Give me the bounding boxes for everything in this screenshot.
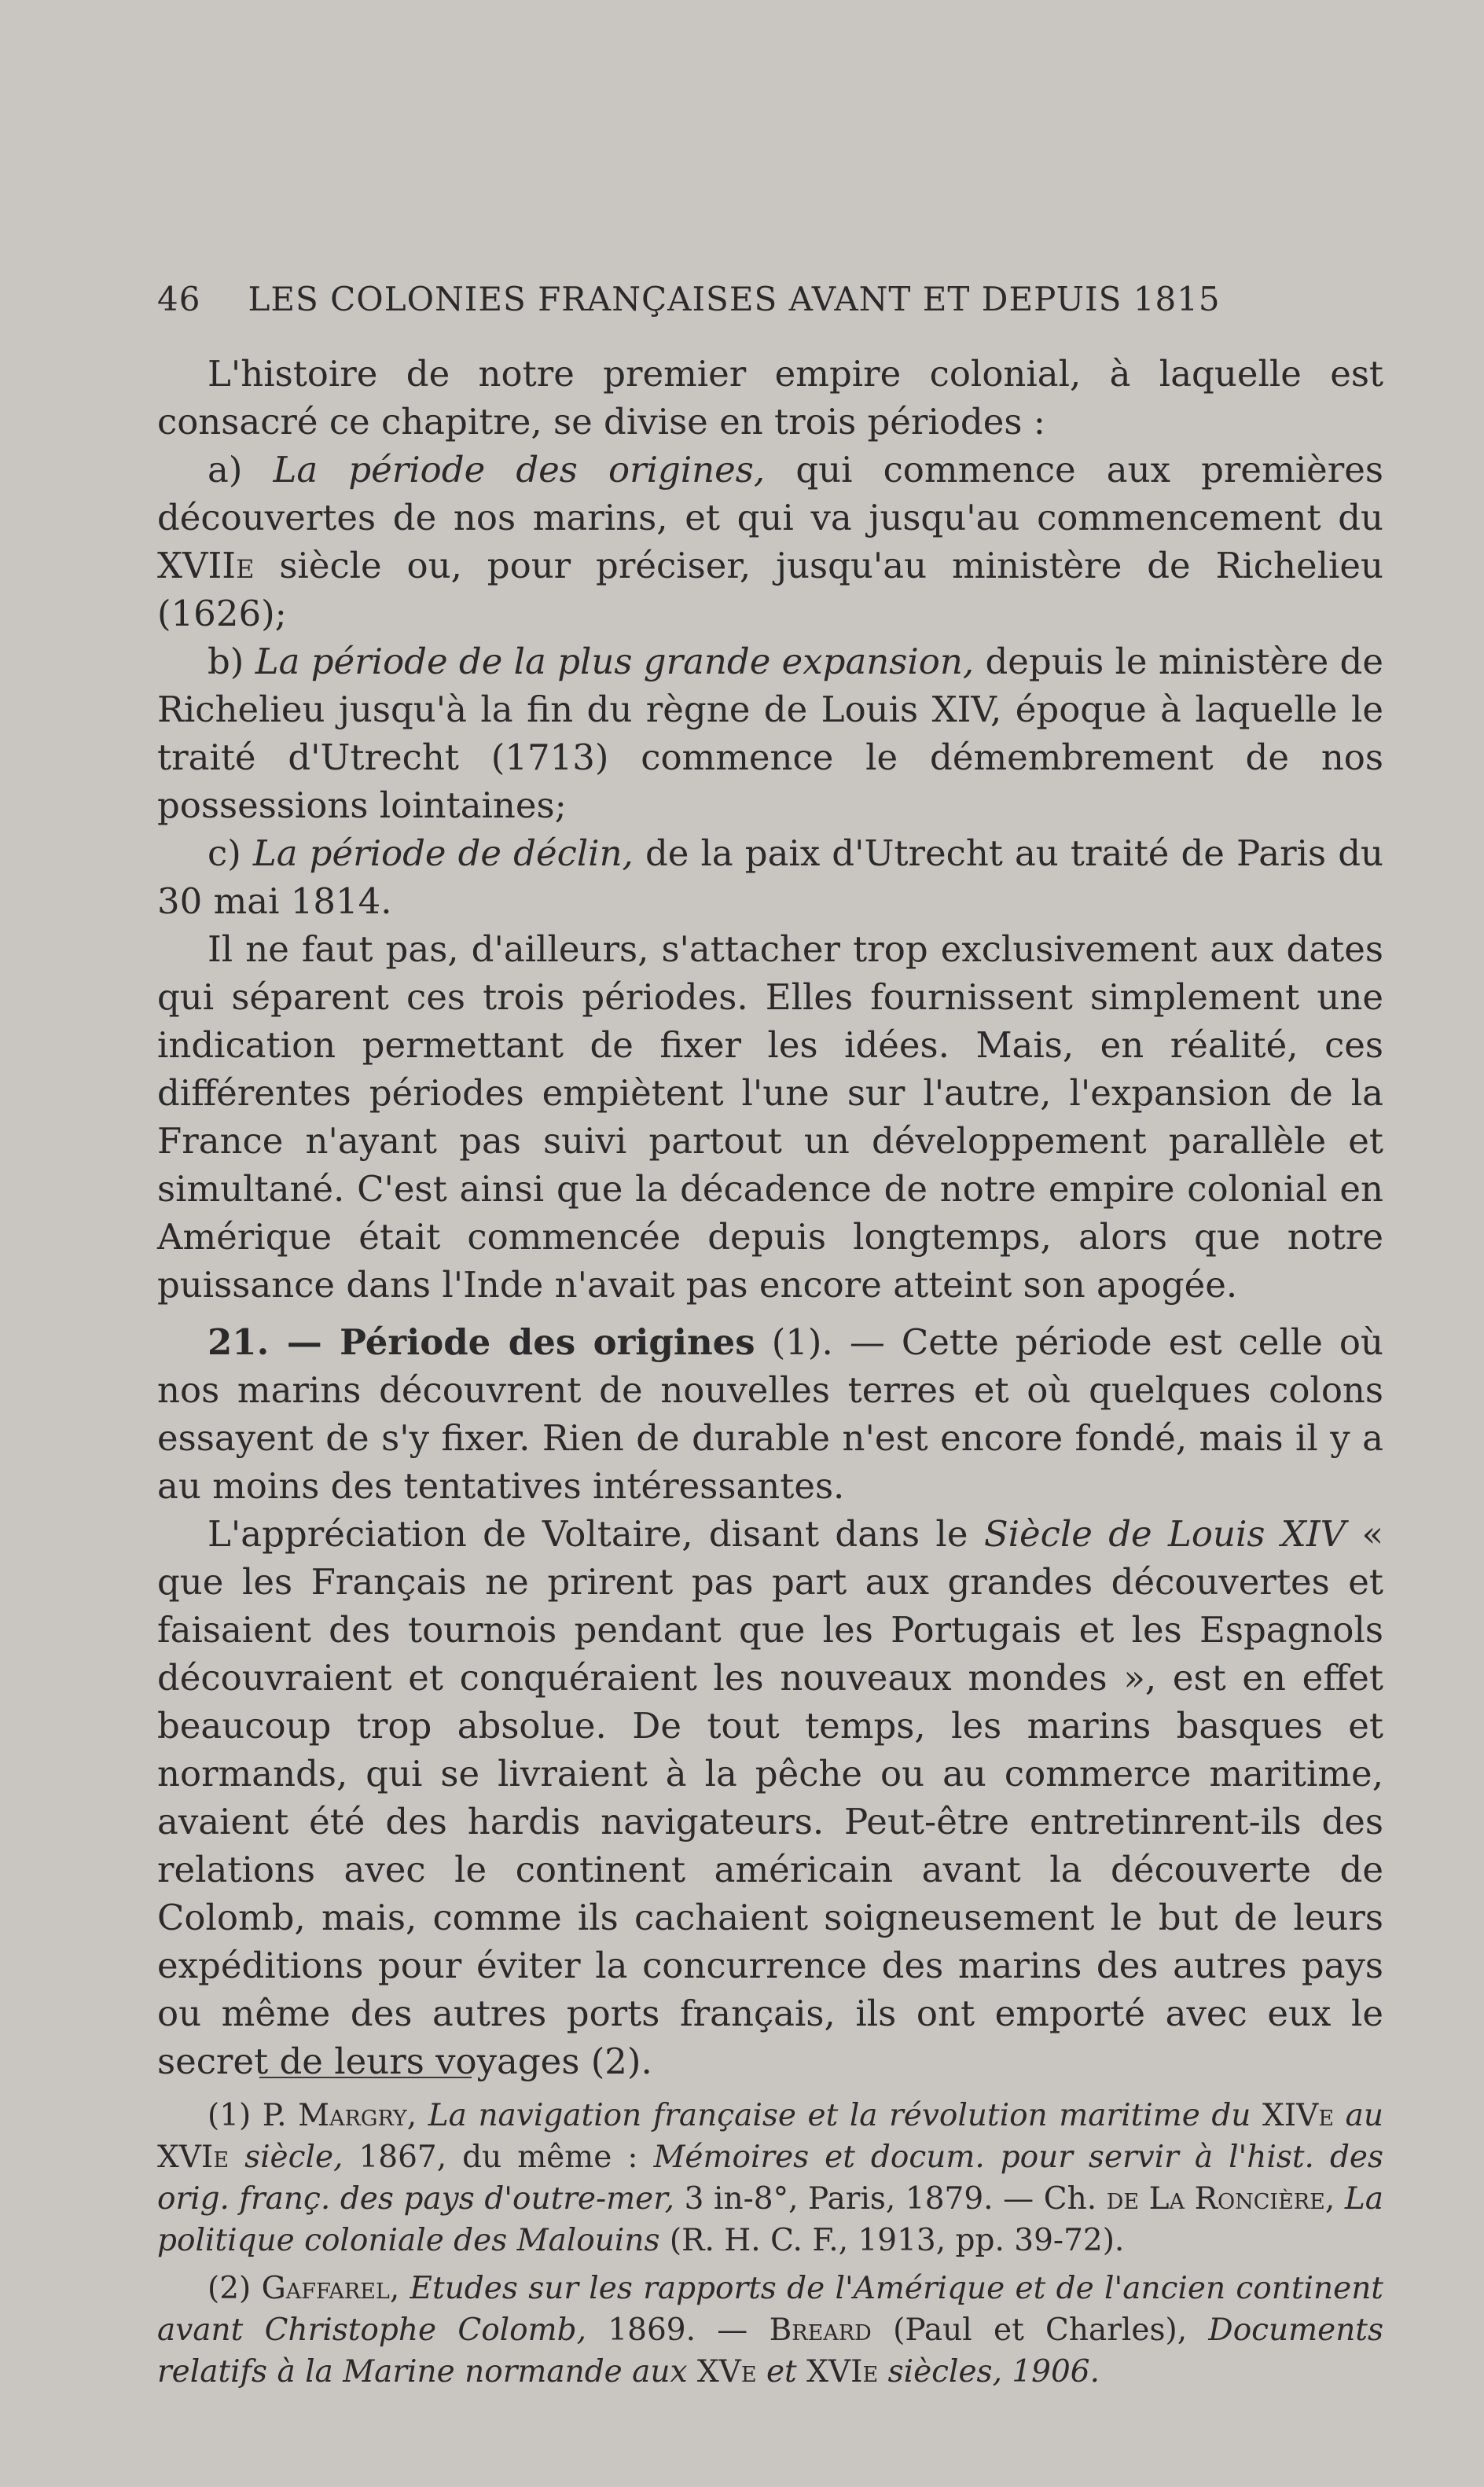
page-number: 46 xyxy=(157,279,201,318)
main-text xyxy=(157,350,1383,2085)
section-heading: 21. — Période des origines xyxy=(208,1321,755,1363)
paragraph-period-a: a) La période des origines, qui commence aux premières découvertes de nos marins, et qui va jusqu'au commencement du XVIIe siècle ou, pour préciser, jusqu'au ministère de Richelieu (1626); xyxy=(157,449,1383,634)
footnote-1: (1) P. Margry, La navigation française et la révolution maritime du XIVe au XVIe siècle, 1867, du même : Mémoires et docum. pour servir à l'hist. des orig. franç. des pays d'outre-mer, 3 in-8°, Paris, 1879. — Ch. de La Roncière, La politique coloniale des Malouins (R. H. C. F., 1913, pp. 39-72). xyxy=(157,2098,1384,2258)
paragraph-intro: L'histoire de notre premier empire colonial, à laquelle est consacré ce chapitre, se divise en trois périodes : xyxy=(157,353,1383,443)
century-numeral: XVIIe xyxy=(157,545,255,586)
running-header xyxy=(157,271,1383,326)
period-b-title: La période de la plus grande expansion, xyxy=(255,641,975,682)
period-c-title: La période de déclin, xyxy=(252,832,634,874)
work-title: Siècle de Louis XIV xyxy=(983,1513,1346,1555)
footnotes xyxy=(157,2095,1383,2393)
paragraph-period-c: c) La période de déclin, de la paix d'Utrecht au traité de Paris du 30 mai 1814. xyxy=(157,832,1383,922)
paragraph-dates: Il ne faut pas, d'ailleurs, s'attacher trop exclusivement aux dates qui séparent ces trois périodes. Elles fournissent simplement une indication permettant de fixer les idées. Mais, en réalité, ces différentes périodes empiètent l'une sur l'autre, l'expansion de la France n'ayant pas suivi partout un développement parallèle et simultané. C'est ainsi que la décadence de notre empire colonial en Amérique était commencée depuis longtemps, alors que notre puissance dans l'Inde n'avait pas encore atteint son apogée. xyxy=(157,928,1383,1306)
paragraph-voltaire: L'appréciation de Voltaire, disant dans le Siècle de Louis XIV « que les Français ne prirent pas part aux grandes découvertes et faisaient des tournois pendant que les Portugais et les Espagnols découvraient et conquéraient les nouveaux mondes », est en effet beaucoup trop absolue. De tout temps, les marins basques et normands, qui se livraient à la pêche ou au commerce maritime, avaient été des hardis navigateurs. Peut-être entretinrent-ils des relations avec le continent américain avant la découverte de Colomb, mais, comme ils cachaient soigneusement le but de leurs expéditions pour éviter la concurrence des marins des autres pays ou même des autres ports français, ils ont emporté avec eux le secret de leurs voyages (2). xyxy=(157,1513,1383,2082)
footnote-2: (2) Gaffarel, Etudes sur les rapports de l'Amérique et de l'ancien continent avant Christophe Colomb, 1869. — Breard (Paul et Charles), Documents relatifs à la Marine normande aux XVe et XVIe siècles, 1906. xyxy=(157,2271,1383,2390)
footnote-ref-1: (1). xyxy=(771,1321,833,1363)
paragraph-section-21: 21. — Période des origines (1). — Cette période est celle où nos marins découvrent de nouvelles terres et où quelques colons essayent de s'y fixer. Rien de durable n'est encore fondé, mais il y a au moins des tentatives intéressantes. xyxy=(157,1321,1383,1507)
paragraph-period-b: b) La période de la plus grande expansion, depuis le ministère de Richelieu jusqu'à la fin du règne de Louis XIV, époque à laquelle le traité d'Utrecht (1713) commence le démembrement de nos possessions lointaines; xyxy=(157,641,1383,826)
footnote-divider xyxy=(259,2077,472,2078)
running-title: LES COLONIES FRANÇAISES AVANT ET DEPUIS 1815 xyxy=(248,279,1221,318)
period-a-title: La période des origines, xyxy=(273,449,766,490)
